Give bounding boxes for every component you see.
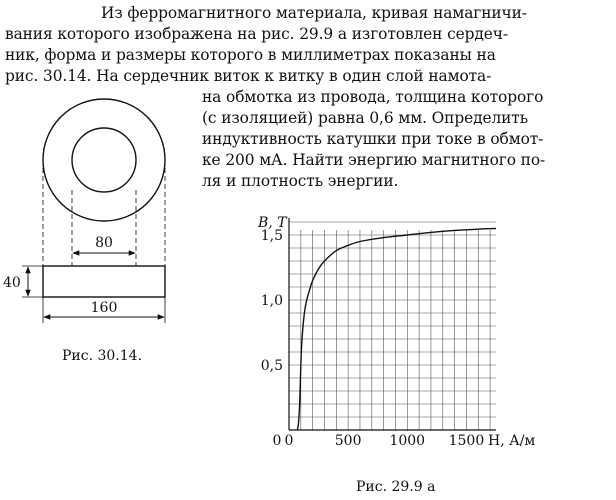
inner-dimension-label: 80	[95, 235, 113, 251]
outer-dimension-label: 160	[90, 300, 118, 316]
problem-line-8: ке 200 мА. Найти энергию магнитного по-	[202, 151, 546, 169]
chart-grid	[289, 222, 496, 430]
problem-line-7: индуктивность катушки при токе в обмот-	[202, 130, 544, 148]
problem-line-9: ля и плотность энергии.	[202, 172, 399, 190]
y-tick-label: 1,5	[260, 228, 283, 244]
problem-line-6: (с изоляцией) равна 0,6 мм. Определить	[202, 109, 529, 127]
problem-line-5: на обмотка из провода, толщина которого	[202, 88, 544, 106]
chart-axes	[289, 218, 496, 430]
problem-line-1: Из ферромагнитного материала, кривая намагничи-	[101, 4, 527, 22]
y-tick-label: 1,0	[260, 293, 283, 309]
y-tick-label: 0,5	[260, 358, 283, 374]
y-axis-label: B, Т	[258, 215, 287, 231]
problem-line-2: вания которого изображена на рис. 29.9 а изготовлен сердеч-	[5, 25, 508, 43]
height-dimension-label: 40	[3, 275, 21, 291]
core-figure-caption: Рис. 30.14.	[62, 348, 143, 364]
problem-line-3: ник, форма и размеры которого в миллиметрах показаны на	[5, 46, 496, 64]
chart-caption: Рис. 29.9 а	[356, 479, 436, 495]
x-tick-label: 1000	[389, 433, 426, 449]
x-tick-label: 0	[284, 433, 294, 449]
x-tick-label: 500	[334, 433, 362, 449]
problem-line-4: рис. 30.14. На сердечник виток к витку в один слой намота-	[5, 67, 492, 85]
x-axis-label: H, А/м	[488, 433, 536, 449]
x-tick-label: 1500	[448, 433, 485, 449]
origin-label: 0	[272, 433, 282, 449]
